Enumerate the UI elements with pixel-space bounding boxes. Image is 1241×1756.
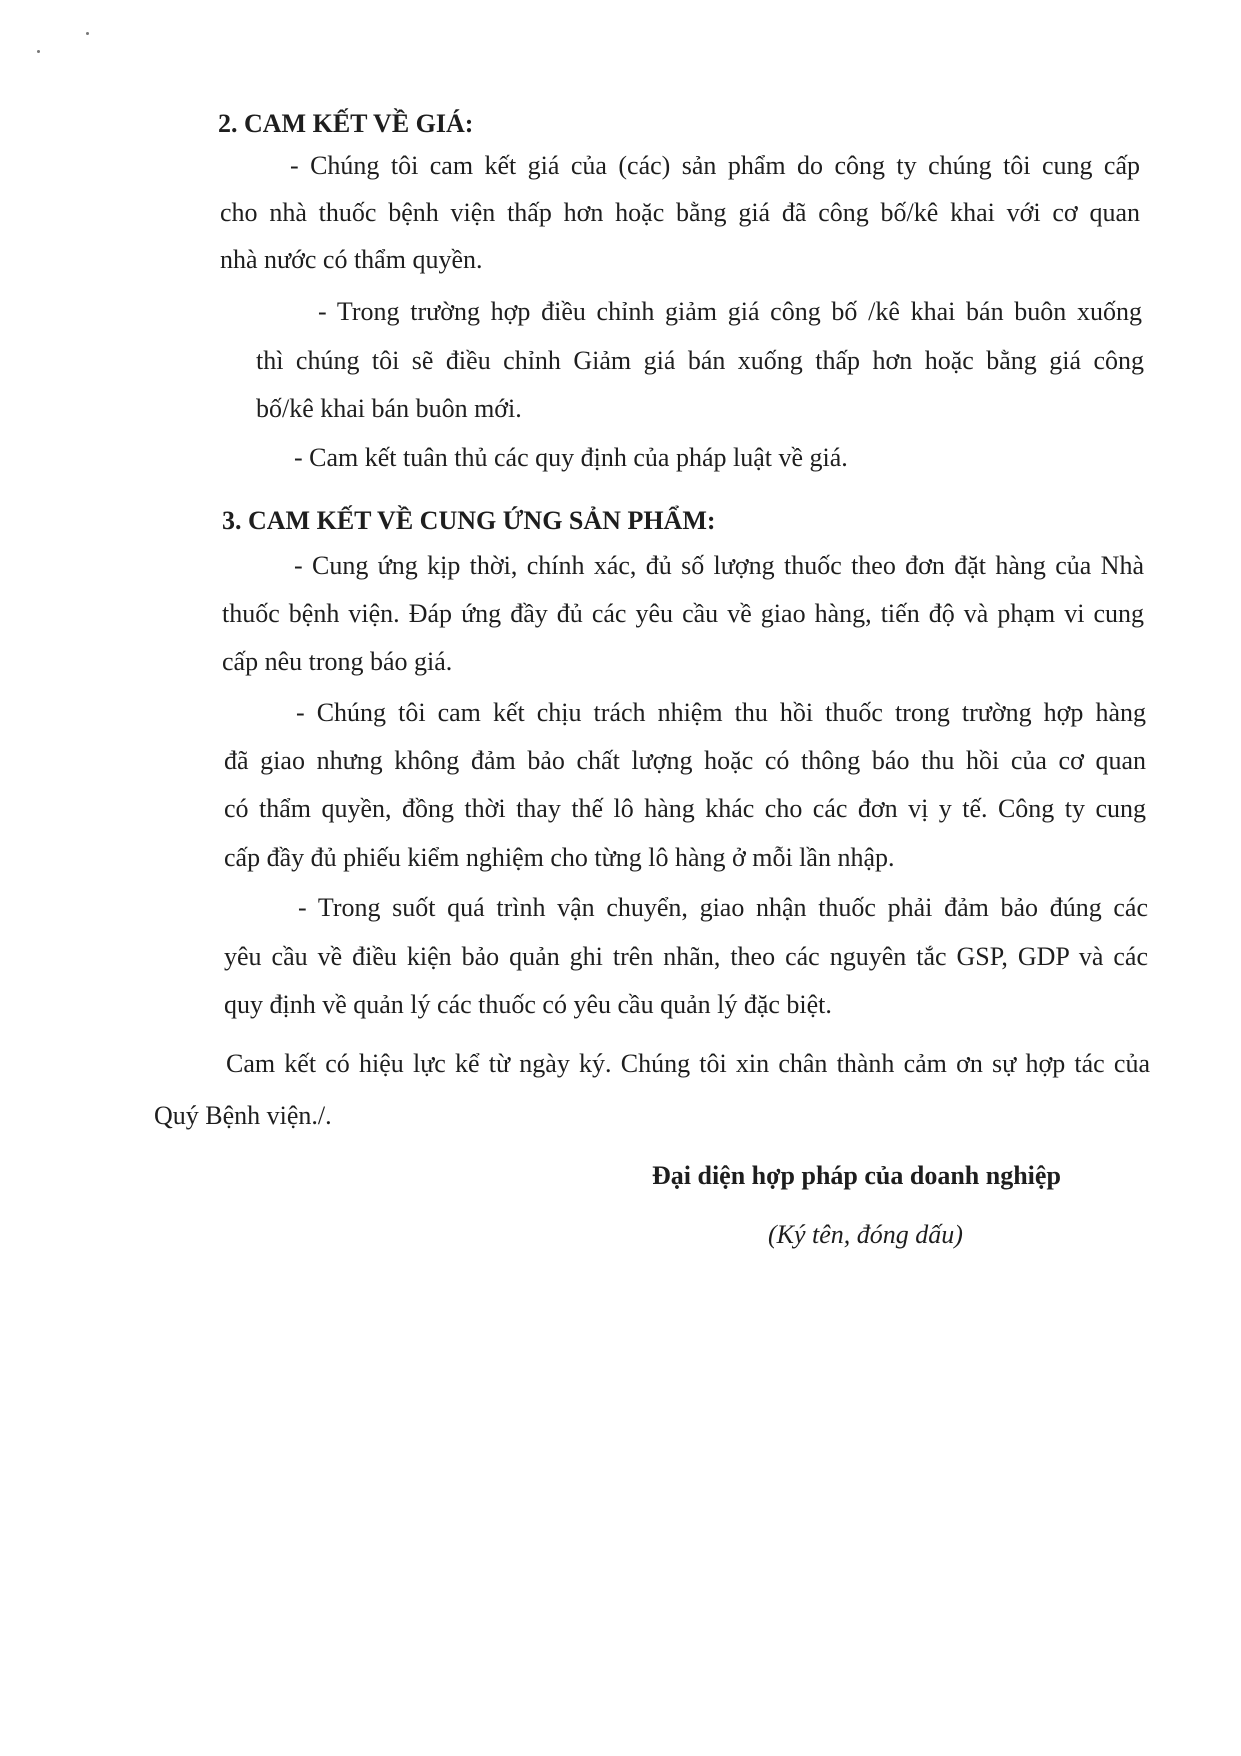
section-2-p1-line-2: cho nhà thuốc bệnh viện thấp hơn hoặc bằng giá đã công bố/kê khai với cơ quan xyxy=(220,198,1140,227)
section-3-p3-line-1: - Trong suốt quá trình vận chuyển, giao nhận thuốc phải đảm bảo đúng các xyxy=(298,893,1148,922)
section-3-p2-line-3: có thẩm quyền, đồng thời thay thế lô hàng khác cho các đơn vị y tế. Công ty cung xyxy=(224,794,1146,823)
section-2-p2-line-2: thì chúng tôi sẽ điều chỉnh Giảm giá bán xuống thấp hơn hoặc bằng giá công xyxy=(256,346,1144,375)
section-3-p2-line-2: đã giao nhưng không đảm bảo chất lượng hoặc có thông báo thu hồi của cơ quan xyxy=(224,746,1146,775)
section-3-p1-line-3: cấp nêu trong báo giá. xyxy=(222,647,453,676)
section-3-p1-line-1: - Cung ứng kịp thời, chính xác, đủ số lượng thuốc theo đơn đặt hàng của Nhà xyxy=(294,551,1144,580)
section-2-p2-line-3: bố/kê khai bán buôn mới. xyxy=(256,394,522,423)
section-2-heading: 2. CAM KẾT VỀ GIÁ: xyxy=(218,109,474,138)
section-3-p1-line-2: thuốc bệnh viện. Đáp ứng đầy đủ các yêu cầu về giao hàng, tiến độ và phạm vi cung xyxy=(222,599,1144,628)
section-3-p3-line-2: yêu cầu về điều kiện bảo quản ghi trên nhãn, theo các nguyên tắc GSP, GDP và các xyxy=(224,942,1148,971)
closing-line-2: Quý Bệnh viện./. xyxy=(154,1101,332,1130)
section-3-heading: 3. CAM KẾT VỀ CUNG ỨNG SẢN PHẨM: xyxy=(222,506,716,535)
section-3-p2-line-1: - Chúng tôi cam kết chịu trách nhiệm thu hồi thuốc trong trường hợp hàng xyxy=(296,698,1146,727)
section-2-p3-line-1: - Cam kết tuân thủ các quy định của pháp luật về giá. xyxy=(294,443,848,472)
section-3-p2-line-4: cấp đầy đủ phiếu kiểm nghiệm cho từng lô hàng ở mỗi lần nhập. xyxy=(224,843,895,872)
scan-speck xyxy=(37,50,40,53)
signature-note: (Ký tên, đóng dấu) xyxy=(768,1220,963,1249)
signature-title: Đại diện hợp pháp của doanh nghiệp xyxy=(652,1161,1061,1190)
section-2-p1-line-1: - Chúng tôi cam kết giá của (các) sản phẩm do công ty chúng tôi cung cấp xyxy=(290,151,1140,180)
section-2-p1-line-3: nhà nước có thẩm quyền. xyxy=(220,245,483,274)
section-3-p3-line-3: quy định về quản lý các thuốc có yêu cầu quản lý đặc biệt. xyxy=(224,990,832,1019)
closing-line-1: Cam kết có hiệu lực kể từ ngày ký. Chúng tôi xin chân thành cảm ơn sự hợp tác của xyxy=(226,1049,1150,1078)
section-2-p2-line-1: - Trong trường hợp điều chỉnh giảm giá công bố /kê khai bán buôn xuống xyxy=(318,297,1142,326)
scan-speck xyxy=(86,32,89,35)
